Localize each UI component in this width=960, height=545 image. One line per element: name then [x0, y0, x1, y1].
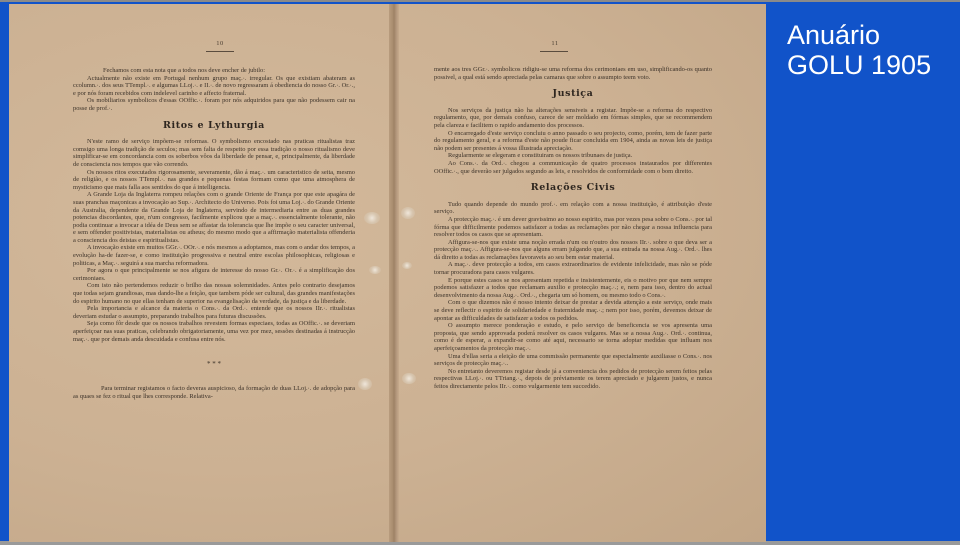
- scanned-book-spread: [9, 4, 766, 542]
- section-separator: * * *: [207, 360, 221, 369]
- page-number-rule: [206, 51, 234, 52]
- paragraph: A invocação existe em muitos GGr.·. OOr.·. e nós mesmos a adoptamos, mas com o andar dos tempos, a evolução ha-de fazer-se, e como instituição progressiva e neutral entre escolas philosophicas, religiosas e politicas, a Maç.·. seguirá a sua marcha reformadora.: [73, 244, 355, 267]
- paragraph: Com isto não pertendemos reduzir o brilho das nossas solemnidades. Antes pelo contrario desejamos que todas sejam grandiosas, mas dando-lhe a feição, que tambem póde ser cultural, das grandes manifestações do espirito humano no que ellas tenham de superior na evangelisação da verdade, da justiça e da liberdade.: [73, 282, 355, 305]
- slide-title-line-1: Anuário: [787, 20, 881, 50]
- slide-title: [787, 20, 957, 80]
- paragraph: Pela importancia e alcance da materia o Cons.·. da Ord.·. entende que os nossos IIr.·. ritualistas deveriam estudar o assumpto, preparando trabalhos para futuras discussões.: [73, 305, 355, 320]
- paragraph: mente aos tres GGr.·. symbolicos ridigiu-se uma reforma dos cerimoniaes em uso, simplificando-os quanto possivel, a qual está sendo apreciada pelas camaras que sobre o assumpto teem voto.: [434, 66, 712, 81]
- paragraph: Affigura-se-nos que existe uma noção errada n'um ou n'outro dos nossos IIr.·. sobre o que deva ser a protecção maç.·.. Affigura-se-nos que alguns erram julgando que, a sua entrada na nossa Aug.·. Ord.·. lhes dá direito a todas as reclamações favoraveis ao seu bem estar material.: [434, 238, 712, 261]
- paper-blemish: [369, 266, 381, 274]
- paragraph: E porque estes casos se nos apresentam repetida e insistentemente, eis o motivo por que nem sempre podemos satisfazer a todos que reclamam auxilio e protecção maç.·.; e, nem para isso, dentro do actual desenvolvimento da nossa Aug.·. Ord.·., chegaria um só homem, ou mesmo todo o Cons.·.: [434, 276, 712, 299]
- paragraph: Uma d'ellas seria a eleição de uma commissão permanente que especialmente auxiliasse o Cons.·. nos serviços de protecção maç.·..: [434, 352, 712, 368]
- paragraph: A protecção maç.·. é um dever gravissimo ao nosso espirito, mas por vezes pesa sobre o Cons.·. por tal fórma que difficilmente podemos satisfazer a todas as reclamações por não chegar a nossa influencia para resolver todos os casos que se apresentam.: [434, 215, 712, 239]
- page-number: 11: [551, 40, 559, 47]
- paragraph: Por agora o que principalmente se nos afigura de interesse do nosso Gr.·. Or.·. é a simplificação dos cerimoniaes.: [73, 267, 355, 282]
- paper-blemish: [401, 207, 415, 219]
- paragraph: A maç.·. deve protecção a todos, em casos extraordinarios de evidente infelicidade, mas não se póde tornar procuradora para casos vulgares.: [434, 261, 712, 277]
- paragraph: Seja como fôr desde que os nossos trabalhos revestem formas especiaes, todas as OOffic.·. se deveriam aperfeiçoar nas suas praticas, celebrando obrigatoriamente, uma vez por mez, sessões destinadas á instrucção maç.·. que por demais anda descuidada e confusa entre nós.: [73, 320, 355, 343]
- paper-blemish: [402, 262, 412, 269]
- paragraph: Fechamos com esta nota que a todos nos deve encher de jubilo:: [103, 67, 266, 74]
- paragraph: O encarregado d'este serviço concluiu o anno passado o seu projecto, como, porém, tem de fazer parte do regulamento geral, e a reforma d'este não poude ficar concluida em 1904, ainda as novas leis de justiça não podem ser presentes á vossa illustrada apreciação.: [434, 129, 712, 152]
- paper-blemish: [402, 373, 416, 384]
- paragraph: Nos serviços da justiça não ha alterações sensiveis a registar. Impõe-se a reforma do respectivo regulamento, que, por demais confuso, carece de ser moldado em fórmas simples, que se recommendem pela clareza e facilitem o rapido andamento dos processos.: [434, 106, 712, 129]
- paragraph: Ao Cons.·. da Ord.·. chegou a communicação de quatro processos instaurados por differentes OOffic.·., que deverão ser julgados segundo as leis, e resolvidos de conformidade com o bom direito.: [434, 159, 712, 175]
- paragraph: O assumpto merece ponderação e estudo, e pelo serviço de beneficencia se vos apresenta uma proposta, que sendo approvada poderá resolver os casos vulgares. Mas se a nossa Aug.·. Ord.·. continua, como é de esperar, a expandir-se como até aqui, necessario se torna adoptar medidas que influam nos aperfeiçoamentos da protecção maç.·.: [434, 322, 712, 352]
- right-page: [399, 4, 766, 542]
- right-page-text: [434, 66, 712, 391]
- left-page-text: [73, 67, 355, 400]
- paper-blemish: [358, 378, 372, 390]
- section-title-justica: Justiça: [552, 88, 594, 100]
- paper-blemish: [364, 212, 380, 224]
- paragraph: Actualmente não existe em Portugal nenhum grupo maç.·. irregular. Os que existiam abateram as ccolumn.·. dos seus TTempl.·. e algumas LLoj.·. e II.·. de novo regressaram á obediencia do nosso Gr.·. Or.·., e por nós foram recebidos com indelevel carinho e affecto fraternal.: [73, 74, 355, 97]
- section-title-relacoes-civis: Relações Civis: [530, 182, 616, 194]
- section-title-ritos: Ritos e Lythurgia: [163, 119, 265, 131]
- paragraph: Os nossos ritos executados rigorosamente, severamente, dão á maç.·. um caracteristico de seita, mesmo de religião, e os nossos TTempl.·. nas grandes e pequenas festas formam como que uma atmosphera de mysticismo que mais falla aos sentidos do que á intelligencia.: [73, 168, 355, 191]
- paragraph: Com o que dizemos não é nosso intento deixar de prestar a devida attenção a este serviço, onde mais se deve reflectir o espirito de solidariedade e fraternidade maç.·.; nem por isso, porém, devemos deixar de apontar as difficuldades de satisfazer a todos os pedidos.: [434, 299, 712, 322]
- paragraph: N'este ramo de serviço impõem-se reformas. O symbolismo encostado nas praticas ritualistas traz comsigo uma longa tradição de seculos; mas sem falta de respeito por essa tradição o nosso ritualismo deve simplificar-se em concordancia com os soberbos vôos da liberdade de pensar, e, principalmente, da liberdade de consciencia nos tempos que vão correndo.: [73, 138, 355, 168]
- page-number: 10: [216, 40, 224, 47]
- paragraph: No entretanto deveremos registar desde já a conveniencia dos pedidos de protecção serem feitos pelas respectivas LLoj.·. ou TTriang.·., depois de préviamente os terem apreciado e julgarem justos, e nunca feitos directamente pelos IIr.·. como vulgarmente tem succedido.: [434, 367, 712, 390]
- paragraph: Tudo quando depende do mundo prof.·. em relação com a nossa instituição, é attribuição d'este serviço.: [434, 200, 712, 216]
- paragraph: Para terminar registamos o facto deveras auspicioso, da formação de duas LLoj.·. de adopção para as quaes se fez o ritual que lhes corresponde. Relativa-: [73, 385, 355, 400]
- paragraph: A Grande Loja da Inglaterra rompeu relações com o grande Oriente de França por que este apagára de suas pranchas maçonicas a invocação ao Sup.·. Architecto do Universo. Pois foi uma Loj.·. do Grande Oriente da Australia, dependente da Grande Loja de Inglaterra, servindo de intermediaria entre as duas grandes potencias discordantes, que, n'um congresso, facilmente explicou que a maç.·. essencialmente tolerante, não podia continuar a invocar a idéa de Deus sem se affastar da tolerancia que lhe impõe o seu caracter universal, e sem offender positivistas, materialistas ou atheus; do mesmo modo que a affirmação materialista offenderia a consciencia dos deistas e espiritualistas.: [73, 191, 355, 244]
- page-number-rule: [540, 51, 568, 52]
- left-page: [9, 4, 389, 542]
- slide-title-line-2: GOLU 1905: [787, 50, 932, 80]
- paragraph: Os mobiliarios symbolicos d'essas OOffic.·. foram por nós adquiridos para que não podessem cair na posse de prof.·.: [73, 97, 355, 112]
- paragraph: Regularmente se elegeram e constituiram os nossos tribunaes de justiça.: [448, 152, 633, 160]
- book-spine: [389, 4, 399, 542]
